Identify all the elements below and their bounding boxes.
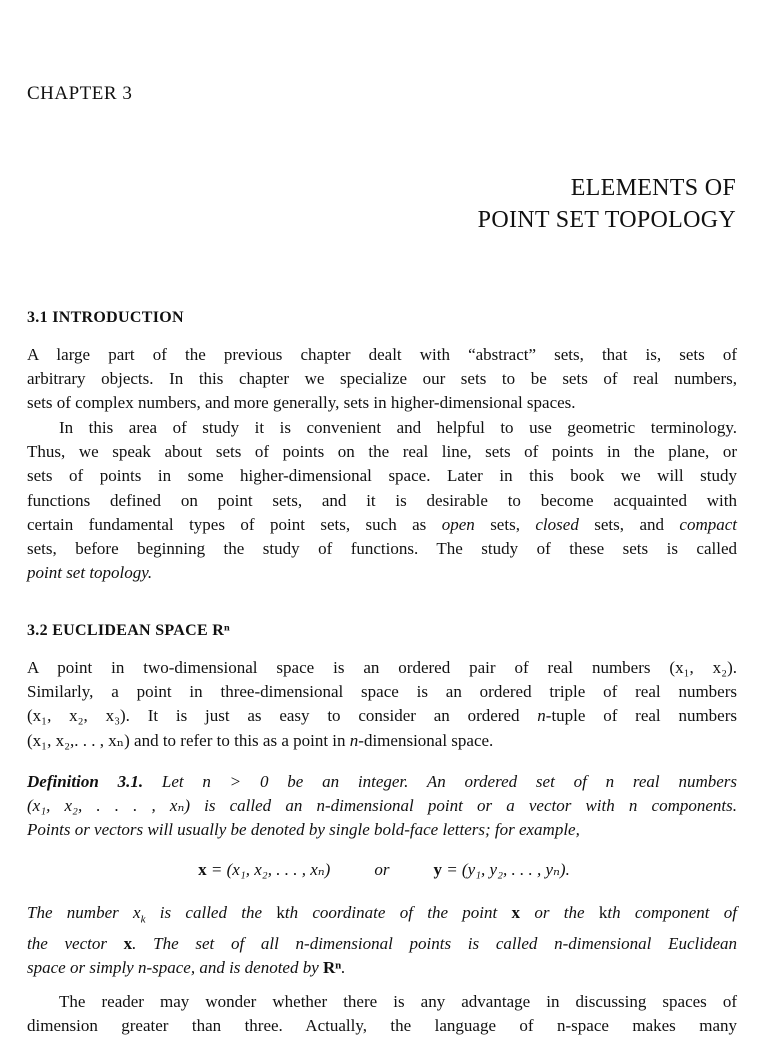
vector-y: y xyxy=(433,860,442,879)
chapter-title-line-2: POINT SET TOPOLOGY xyxy=(477,207,736,233)
vector-equation: x = (x₁, x₂, . . . , xₙ) or y = (y₁, y₂, . . . , yₙ). xyxy=(198,860,570,879)
euclidean-paragraph-1 xyxy=(27,656,737,753)
text-line: (x₁, x₂, . . . , xₙ) is called an n-dimensional point or a vector with n components. xyxy=(27,796,737,816)
text-line: arbitrary objects. In this chapter we specialize our sets to be sets of real numbers, xyxy=(27,369,737,389)
chapter-title xyxy=(478,172,736,236)
text-line: sets, before beginning the study of functions. The study of these sets is called xyxy=(27,539,737,559)
section-heading-3-1: 3.1 INTRODUCTION xyxy=(27,309,184,326)
text-line: A large part of the previous chapter dealt with “abstract” sets, that is, sets of xyxy=(27,345,737,364)
vector-x: x xyxy=(198,860,207,879)
intro-paragraph-1 xyxy=(27,343,737,416)
term-compact: compact xyxy=(679,514,738,534)
text-line: space or simply n-space, and is denoted by Rⁿ. xyxy=(27,957,346,977)
text-line: (x₁, x₂, x₃). It is just as easy to consider an ordered n-tuple of real numbers xyxy=(27,706,737,726)
text-line: (x₁, x₂,. . . , xₙ) and to refer to this as a point in n-dimensional space. xyxy=(27,730,494,750)
text-line: sets of points in some higher-dimensional space. Later in this book we will study xyxy=(27,466,737,486)
text-line: dimension greater than three. Actually, the language of n-space makes many xyxy=(27,1016,737,1036)
euclidean-space-symbol: Rⁿ xyxy=(323,957,342,977)
text-line: Points or vectors will usually be denoted by single bold-face letters; for example, xyxy=(27,820,580,840)
text-line: A point in two-dimensional space is an ordered pair of real numbers (x₁, x₂). xyxy=(27,658,737,677)
term-open: open xyxy=(441,514,475,534)
text-line: In this area of study it is convenient and helpful to use geometric terminology. xyxy=(59,418,737,437)
intro-paragraph-2 xyxy=(27,416,737,585)
chapter-label: CHAPTER 3 xyxy=(27,83,133,104)
definition-label: Definition 3.1. xyxy=(27,772,144,791)
text-line: the vector x. The set of all n-dimensional points is called n-dimensional Euclidean xyxy=(27,933,737,953)
term-closed: closed xyxy=(535,514,579,534)
text-line: Similarly, a point in three-dimensional space is an ordered triple of real numbers xyxy=(27,682,737,702)
equation-or: or xyxy=(374,860,390,879)
closing-paragraph xyxy=(27,990,737,1038)
chapter-title-line-1: ELEMENTS OF xyxy=(570,175,736,201)
section-heading-3-2: 3.2 EUCLIDEAN SPACE Rⁿ xyxy=(27,622,230,639)
text-line: The reader may wonder whether there is any advantage in discussing spaces of xyxy=(59,992,737,1011)
text-line: Definition 3.1. Let n > 0 be an integer. An ordered set of n real numbers xyxy=(27,772,737,791)
coordinate-definition-paragraph xyxy=(27,901,737,980)
text-line: The number $x_k$ is called the kth coordinate of the point x or the kth component of xyxy=(27,903,737,926)
text-line: functions defined on point sets, and it is desirable to become acquainted with xyxy=(27,490,737,510)
definition-3-1 xyxy=(27,770,737,843)
text-line: sets of complex numbers, and more generally, sets in higher-dimensional spaces. xyxy=(27,393,576,413)
text-line: certain fundamental types of point sets, such as open sets, closed sets, and compact xyxy=(27,514,738,534)
text-line: Thus, we speak about sets of points on the real line, sets of points in the plane, or xyxy=(27,442,737,462)
term-point-set-topology: point set topology. xyxy=(27,563,153,583)
